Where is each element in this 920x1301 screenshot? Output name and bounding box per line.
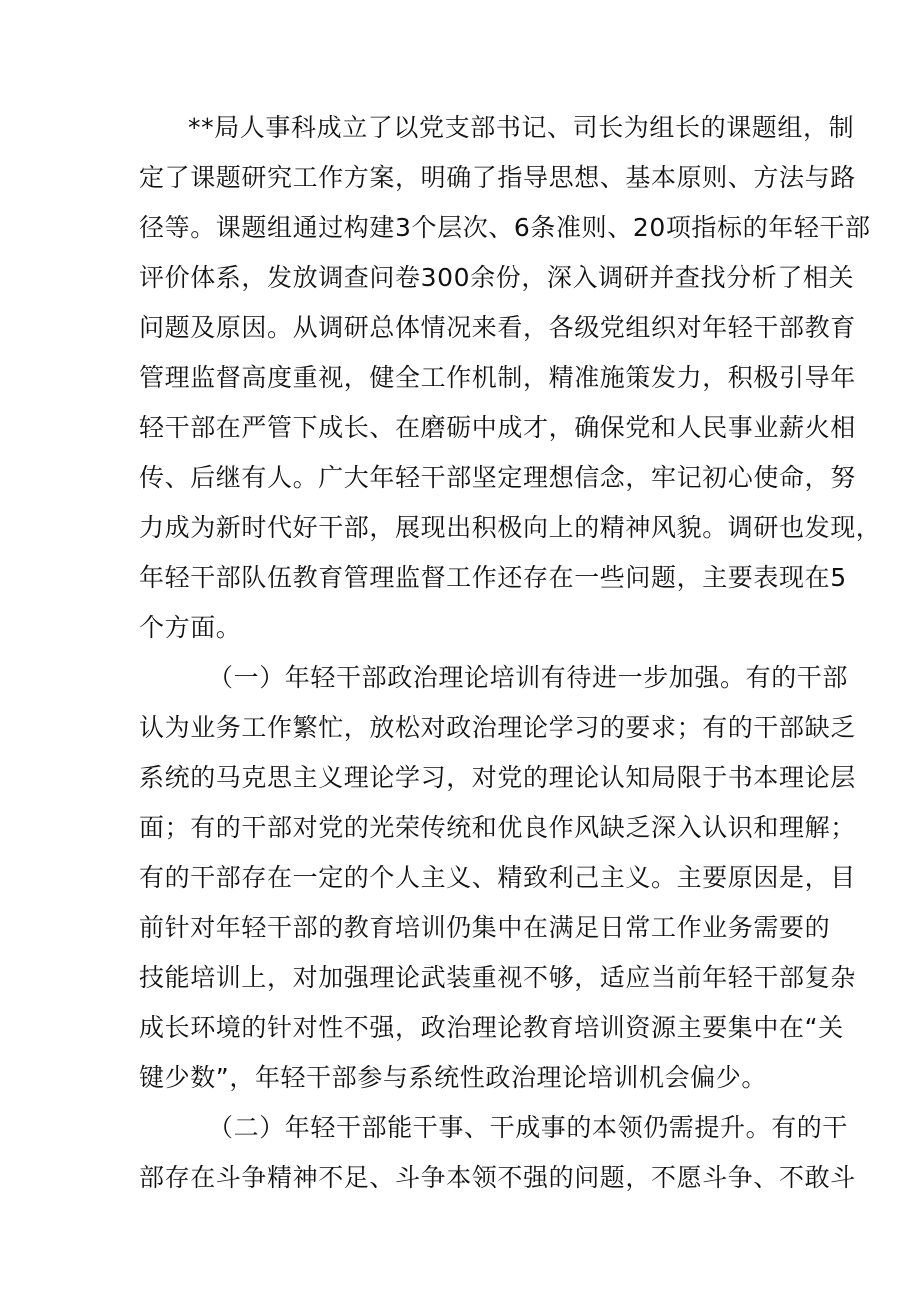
text-line: 传、后继有人。广大年轻干部坚定理想信念，牢记初心使命，努: [139, 463, 856, 492]
text-line: 面；有的干部对党的光荣传统和优良作风缺乏深入认识和理解；: [139, 813, 856, 842]
text-line: 键少数”，年轻干部参与系统性政治理论培训机会偏少。: [139, 1063, 767, 1092]
text-line: 成长环境的针对性不强，政治理论教育培训资源主要集中在“关: [139, 1013, 844, 1042]
section-heading-line: （一）年轻干部政治理论培训有待进一步加强。有的干部: [208, 663, 849, 692]
text-line: 有的干部存在一定的个人主义、精致利己主义。主要原因是，目: [139, 863, 856, 892]
text-line: 径等。课题组通过构建3个层次、6条准则、20项指标的年轻干部: [139, 213, 871, 242]
text-line: 轻干部在严管下成长、在磨砺中成才，确保党和人民事业薪火相: [139, 413, 856, 442]
text-line: 管理监督高度重视，健全工作机制，精准施策发力，积极引导年: [139, 363, 856, 392]
text-line: 部存在斗争精神不足、斗争本领不强的问题，不愿斗争、不敢斗: [139, 1163, 856, 1192]
text-line: 定了课题研究工作方案，明确了指导思想、基本原则、方法与路: [139, 163, 856, 192]
text-line: 系统的马克思主义理论学习，对党的理论认知局限于书本理论层: [139, 763, 856, 792]
text-line: 个方面。: [139, 613, 242, 642]
text-line: 年轻干部队伍教育管理监督工作还存在一些问题，主要表现在5: [139, 563, 847, 592]
section-heading-line: （二）年轻干部能干事、干成事的本领仍需提升。有的干: [208, 1113, 849, 1142]
text-line: 前针对年轻干部的教育培训仍集中在满足日常工作业务需要的: [139, 913, 831, 942]
text-line: 技能培训上，对加强理论武装重视不够，适应当前年轻干部复杂: [139, 963, 856, 992]
text-line: 力成为新时代好干部，展现出积极向上的精神风貌。调研也发现，: [139, 513, 882, 542]
text-line: 问题及原因。从调研总体情况来看，各级党组织对年轻干部教育: [139, 313, 856, 342]
text-line: **局人事科成立了以党支部书记、司长为组长的课题组，制: [188, 113, 855, 142]
text-line: 评价体系，发放调查问卷300余份，深入调研并查找分析了相关: [139, 263, 855, 292]
text-line: 认为业务工作繁忙，放松对政治理论学习的要求；有的干部缺乏: [139, 713, 856, 742]
